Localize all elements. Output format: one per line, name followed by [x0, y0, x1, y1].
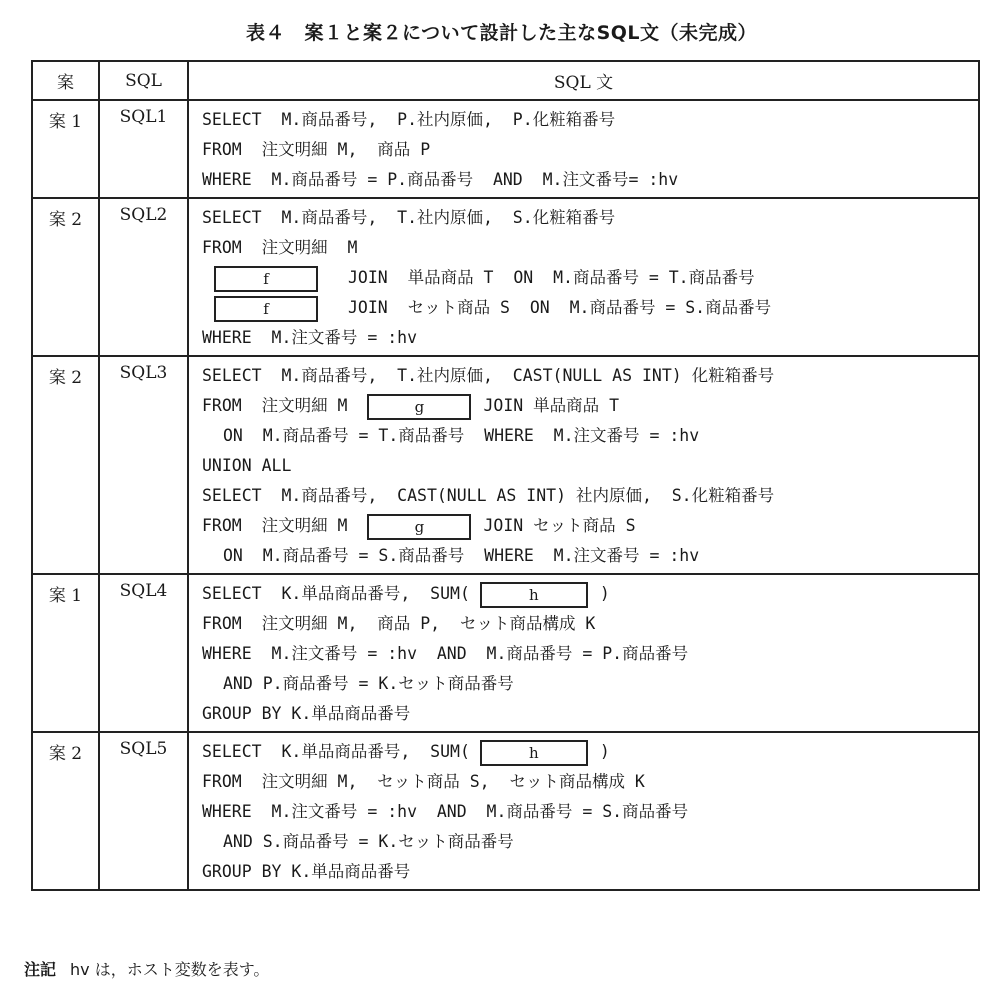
blank-g: g	[367, 514, 471, 540]
code-line	[202, 579, 978, 609]
code-line: SELECT M.商品番号, T.社内原価, S.化粧箱番号	[202, 208, 616, 227]
code-line: WHERE M.注文番号 = :hv AND M.商品番号 = P.商品番号	[202, 644, 689, 663]
row-an: 案 2	[32, 356, 99, 574]
table-row-sql1	[32, 100, 979, 198]
table-row-sql5	[32, 732, 979, 890]
table-caption: 表４ 案１と案２について設計した主なSQL文（未完成）	[245, 22, 758, 44]
blank-h: h	[480, 740, 588, 766]
code-line	[202, 293, 978, 323]
header-an: 案	[32, 61, 99, 100]
code-line: GROUP BY K.単品商品番号	[202, 704, 411, 723]
row-an: 案 1	[32, 574, 99, 732]
code-line: SELECT M.商品番号, T.社内原価, CAST(NULL AS INT) 化粧箱番号	[202, 366, 775, 385]
table-header-row	[32, 61, 979, 100]
code-fragment: FROM 注文明細 M	[202, 516, 348, 535]
header-sql-statement: SQL 文	[188, 61, 979, 100]
code-line: ON M.商品番号 = S.商品番号 WHERE M.注文番号 = :hv	[223, 546, 700, 565]
code-line: AND P.商品番号 = K.セット商品番号	[223, 674, 514, 693]
row-sql-id: SQL5	[99, 732, 188, 890]
row-sql-id: SQL4	[99, 574, 188, 732]
code-line: SELECT M.商品番号, CAST(NULL AS INT) 社内原価, S.化粧箱番号	[202, 486, 775, 505]
table-row-sql2	[32, 198, 979, 356]
code-line	[202, 263, 978, 293]
footnote-text: hv は，ホスト変数を表す。	[70, 960, 270, 979]
code-fragment: JOIN セット商品 S ON M.商品番号 = S.商品番号	[348, 298, 772, 317]
code-line: FROM 注文明細 M, 商品 P	[202, 140, 431, 159]
row-sql-id: SQL2	[99, 198, 188, 356]
code-line: FROM 注文明細 M, 商品 P, セット商品構成 K	[202, 614, 596, 633]
blank-f: f	[214, 266, 318, 292]
code-fragment: JOIN 単品商品 T ON M.商品番号 = T.商品番号	[348, 268, 755, 287]
row-an: 案 2	[32, 198, 99, 356]
code-line: FROM 注文明細 M, セット商品 S, セット商品構成 K	[202, 772, 645, 791]
sql-code	[188, 574, 979, 732]
code-line: WHERE M.注文番号 = :hv AND M.商品番号 = S.商品番号	[202, 802, 689, 821]
code-line: UNION ALL	[202, 456, 292, 475]
row-an: 案 2	[32, 732, 99, 890]
code-line: ON M.商品番号 = T.商品番号 WHERE M.注文番号 = :hv	[223, 426, 700, 445]
sql-code	[188, 100, 979, 198]
table-row-sql3	[32, 356, 979, 574]
code-fragment: JOIN セット商品 S	[483, 516, 636, 535]
row-sql-id: SQL3	[99, 356, 188, 574]
code-fragment: )	[599, 584, 610, 603]
header-sql: SQL	[99, 61, 188, 100]
sql-code	[188, 198, 979, 356]
blank-h: h	[480, 582, 588, 608]
code-line: FROM 注文明細 M	[202, 238, 358, 257]
code-line	[202, 737, 978, 767]
code-fragment: SELECT K.単品商品番号, SUM(	[202, 742, 470, 761]
code-fragment: )	[599, 742, 610, 761]
footnote	[24, 957, 269, 980]
table-row-sql4	[32, 574, 979, 732]
blank-g: g	[367, 394, 471, 420]
code-line	[202, 391, 978, 421]
footnote-label: 注記	[24, 960, 57, 979]
sql-code	[188, 356, 979, 574]
sql-table	[31, 60, 980, 891]
code-line: SELECT M.商品番号, P.社内原価, P.化粧箱番号	[202, 110, 616, 129]
code-line: WHERE M.商品番号 = P.商品番号 AND M.注文番号= :hv	[202, 170, 679, 189]
code-line: WHERE M.注文番号 = :hv	[202, 328, 418, 347]
code-line: AND S.商品番号 = K.セット商品番号	[223, 832, 514, 851]
code-line	[202, 511, 978, 541]
code-line: GROUP BY K.単品商品番号	[202, 862, 411, 881]
blank-f: f	[214, 296, 318, 322]
code-fragment: FROM 注文明細 M	[202, 396, 348, 415]
sql-code	[188, 732, 979, 890]
code-fragment: SELECT K.単品商品番号, SUM(	[202, 584, 470, 603]
code-fragment: JOIN 単品商品 T	[483, 396, 620, 415]
row-an: 案 1	[32, 100, 99, 198]
row-sql-id: SQL1	[99, 100, 188, 198]
